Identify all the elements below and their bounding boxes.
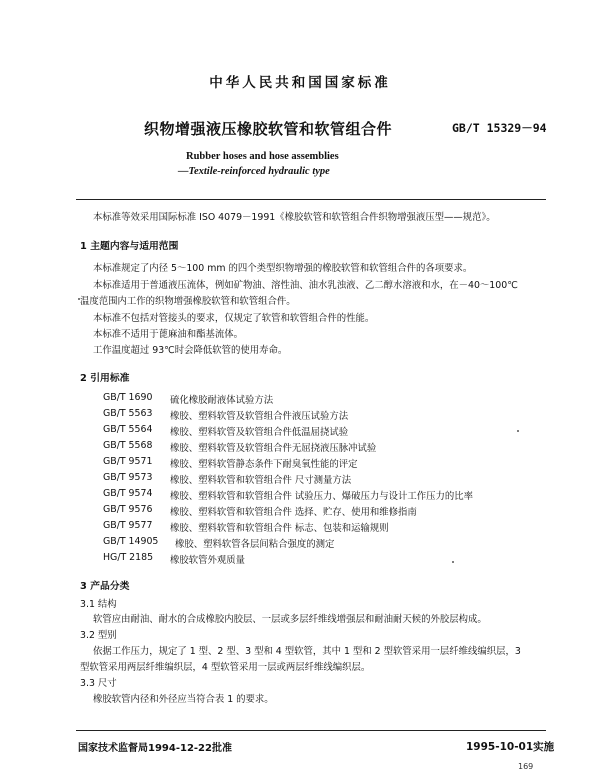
approval-date: 国家技术监督局1994-12-22批准 [78, 743, 232, 754]
section-3-3-text: 橡胶软管内径和外径应当符合表 1 的要求。 [93, 694, 274, 705]
section-3-2-line-2: 型软管采用两层纤维编织层，4 型软管采用一层或两层纤维线编织层。 [80, 662, 371, 673]
reference-code: GB/T 9571 [103, 456, 153, 467]
section-3-2-line-1: 依据工作压力，规定了 1 型、2 型、3 型和 4 型软管，其中 1 型和 2 型软管采用一层纤维线编织层，3 [93, 646, 521, 657]
section-3-heading: 3 产品分类 [80, 581, 130, 592]
section-3-2-heading: 3.2 型别 [80, 630, 117, 641]
scan-speck [78, 298, 80, 300]
reference-code: GB/T 9574 [103, 488, 153, 499]
section-3-1-heading: 3.1 结构 [80, 599, 117, 610]
scan-speck [517, 430, 519, 432]
reference-title: 硫化橡胶耐液体试验方法 [170, 395, 274, 406]
reference-title: 橡胶、塑料软管各层间粘合强度的测定 [175, 539, 335, 550]
scan-speck [452, 561, 454, 563]
reference-code: GB/T 1690 [103, 392, 153, 403]
standard-organization: 中华人民共和国国家标准 [209, 75, 391, 91]
reference-title: 橡胶、塑料软管及软管组合件低温屈挠试验 [170, 427, 349, 438]
section-3-3-heading: 3.3 尺寸 [80, 678, 117, 689]
effective-date: 1995-10-01实施 [466, 741, 555, 753]
reference-code: GB/T 9577 [103, 520, 153, 531]
reference-title: 橡胶、塑料软管和软管组合件 选择、贮存、使用和维修指南 [170, 507, 417, 518]
reference-title: 橡胶、塑料软管静态条件下耐臭氧性能的评定 [170, 459, 358, 470]
reference-title: 橡胶、塑料软管和软管组合件 尺寸测量方法 [170, 475, 352, 486]
section-1-paragraph-2-line-1: 本标准适用于普通液压流体，例如矿物油、溶性油、油水乳浊液、乙二醇水溶液和水，在－40～100℃ [93, 280, 518, 291]
section-1-paragraph-4: 本标准不适用于蓖麻油和酯基流体。 [93, 329, 244, 340]
section-1-paragraph-3: 本标准不包括对管接头的要求，仅规定了软管和软管组合件的性能。 [93, 313, 375, 324]
section-1-paragraph-5: 工作温度超过 93℃时会降低软管的使用寿命。 [93, 345, 288, 356]
reference-title: 橡胶软管外观质量 [170, 555, 246, 566]
reference-title: 橡胶、塑料软管和软管组合件 试验压力、爆破压力与设计工作压力的比率 [170, 491, 473, 502]
reference-code: GB/T 9573 [103, 472, 153, 483]
section-1-paragraph-1: 本标准规定了内径 5～100 mm 的四个类型织物增强的橡胶软管和软管组合件的各项要求。 [93, 263, 473, 274]
document-title-cn: 织物增强液压橡胶软管和软管组合件 [144, 120, 393, 138]
section-1-heading: 1 主题内容与适用范围 [80, 241, 179, 252]
reference-title: 橡胶、塑料软管和软管组合件 标志、包装和运输规则 [170, 523, 389, 534]
document-title-en-line1: Rubber hoses and hose assemblies [186, 151, 339, 162]
page-number: 169 [518, 762, 534, 771]
reference-code: GB/T 9576 [103, 504, 153, 515]
reference-code: GB/T 5564 [103, 424, 153, 435]
reference-title: 橡胶、塑料软管及软管组合件无屈挠液压脉冲试验 [170, 443, 377, 454]
section-1-paragraph-2-line-2: 温度范围内工作的织物增强橡胶软管和软管组合件。 [80, 296, 296, 307]
section-3-1-text: 软管应由耐油、耐水的合成橡胶内胶层、一层或多层纤维线增强层和耐油耐天候的外胶层构成。 [93, 614, 487, 625]
header-divider [76, 199, 546, 200]
reference-title: 橡胶、塑料软管及软管组合件液压试验方法 [170, 411, 349, 422]
reference-code: GB/T 5563 [103, 408, 153, 419]
document-title-en-line2: —Textile-reinforced hydraulic type [178, 166, 330, 177]
intro-paragraph: 本标准等效采用国际标准 ISO 4079－1991《橡胶软管和软管组合件织物增强液压型——规范》。 [93, 212, 496, 223]
reference-code: GB/T 14905 [103, 536, 159, 547]
reference-code: GB/T 5568 [103, 440, 153, 451]
footer-divider [76, 730, 546, 731]
standard-code: GB/T 15329－94 [452, 121, 547, 135]
reference-code: HG/T 2185 [103, 552, 154, 563]
section-2-heading: 2 引用标准 [80, 373, 130, 384]
